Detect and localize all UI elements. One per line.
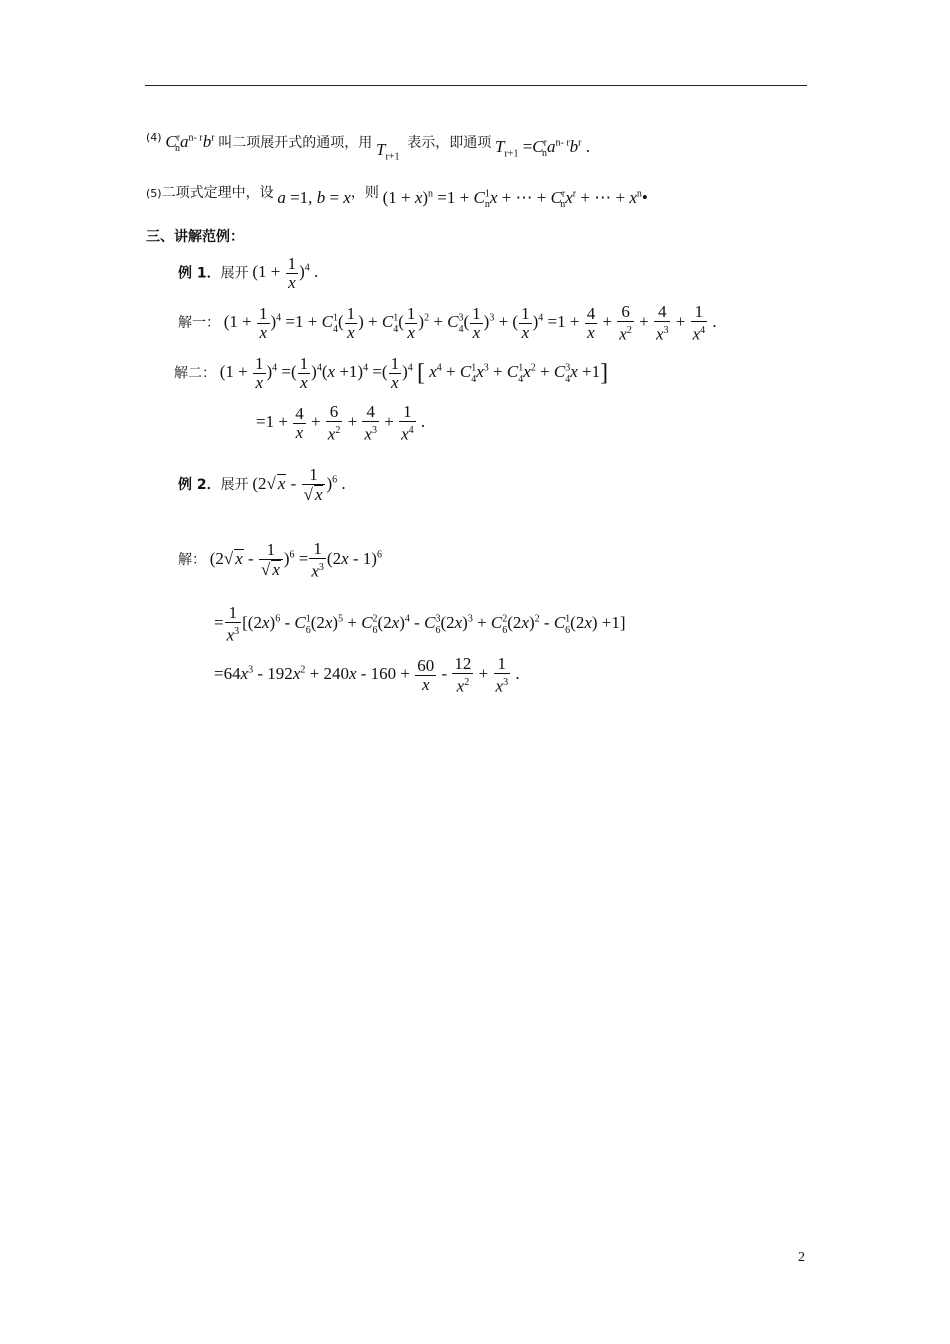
item-5-text-2: ，则 <box>350 185 379 201</box>
item-4-number: (4) <box>146 131 162 144</box>
item-5-number: (5) <box>146 187 162 200</box>
item-5-text-1: 二项式定理中，设 <box>161 185 274 201</box>
example-2-expression: (2√ x - $\frac{1}{√ x}$ )$^6$ . <box>252 465 346 504</box>
example-1-prompt: 展开 <box>220 265 249 282</box>
example-2-solution-step-1: (2√ x - $\frac{1}{√ x}$ )$^6$ = $\frac{1}{x^3}$ (2x - 1)$^6$ <box>209 539 382 581</box>
example-2-solution <box>178 540 382 581</box>
example-2-solution-step-3: $=64x^3 - 192x^2 + 240x - 160$ + $\frac{60}{x}$ - $\frac{12}{x^2}$ + $\frac{1}{x^3}$ . <box>214 654 520 696</box>
example-2-step-2 <box>214 604 626 645</box>
example-1-label: 例 1． <box>178 265 221 282</box>
solution-2-result-formula: =1 + $\frac{4}{x}$ + $\frac{6}{x^2}$ + $\frac{4}{x^3}$ + $\frac{1}{x^4}$ . <box>256 402 426 444</box>
header-rule <box>145 85 807 86</box>
item-4-text-1: 叫二项展开式的通项，用 <box>218 135 373 151</box>
example-1-solution-1 <box>178 303 717 344</box>
example-1-expression: (1 + $\frac{1}{x}$ )$^4$ . <box>252 254 319 292</box>
formula-general-term: $C^r_na^{n- r}b^r$ <box>165 132 215 155</box>
formula-T-def: $T_{r+1} =C^r_na^{n- r}b^r$ . <box>495 137 590 160</box>
example-2-solution-step-2: = $\frac{1}{x^3}$ $[(2x)^6 - C^1_6(2x)^5 + C^2_6(2x)^4 - C^3_6(2x)^3 + C^2_6(2x)^2 - C^1_6(2x) +1]$ <box>214 603 626 645</box>
example-2-solution-label: 解： <box>178 552 206 569</box>
section-3-heading: 三、讲解范例： <box>146 229 244 245</box>
example-2-prompt: 展开 <box>220 476 249 493</box>
item-5 <box>146 183 648 211</box>
formula-expansion: $(1 + x)^n =1 + C^1_nx$ + ⋯ + $C^r_nx^r$ + ⋯ + $x^n•$ <box>382 188 648 211</box>
example-2-label: 例 2． <box>178 476 221 493</box>
solution-1-formula: (1 + $\frac{1}{x}$ )$^4 =1 + C^1_4$( $\frac{1}{x}$ ) + $C^1_4$( $\frac{1}{x}$ )$^2 + C^3_4$( $\frac{1}{x}$ )$^3$ + ( $\frac{1}{x}$ )$^4$ =1 + $\frac{4}{x}$ + $\frac{6}{x^2}$ + $\frac{4}{x^3}$ + $\frac{1}{x^4}$ . <box>223 302 717 344</box>
solution-2-result <box>256 403 425 444</box>
example-2-step-3 <box>214 655 520 696</box>
example-1 <box>178 255 318 292</box>
solution-2-label: 解二： <box>174 365 216 382</box>
item-4 <box>146 131 590 163</box>
solution-1-label: 解一： <box>178 315 220 332</box>
solution-2-formula: (1 + $\frac{1}{x}$ )$^4$ =( $\frac{1}{x}$ )$^4(x +1)^4$ =( $\frac{1}{x}$ )$^4$ [ $x^4 + C^1_4x^3 + C^1_4x^2 + C^3_4x +1$] <box>219 354 609 392</box>
formula-substitution: a =1, b = x <box>277 188 351 207</box>
page-number: 2 <box>798 1250 805 1265</box>
formula-T: $T_{r+1}$ <box>376 140 400 163</box>
example-2 <box>178 466 346 504</box>
example-1-solution-2 <box>174 355 608 392</box>
section-3-title <box>146 230 244 245</box>
item-4-text-2: 表示，即通项 <box>407 135 492 151</box>
